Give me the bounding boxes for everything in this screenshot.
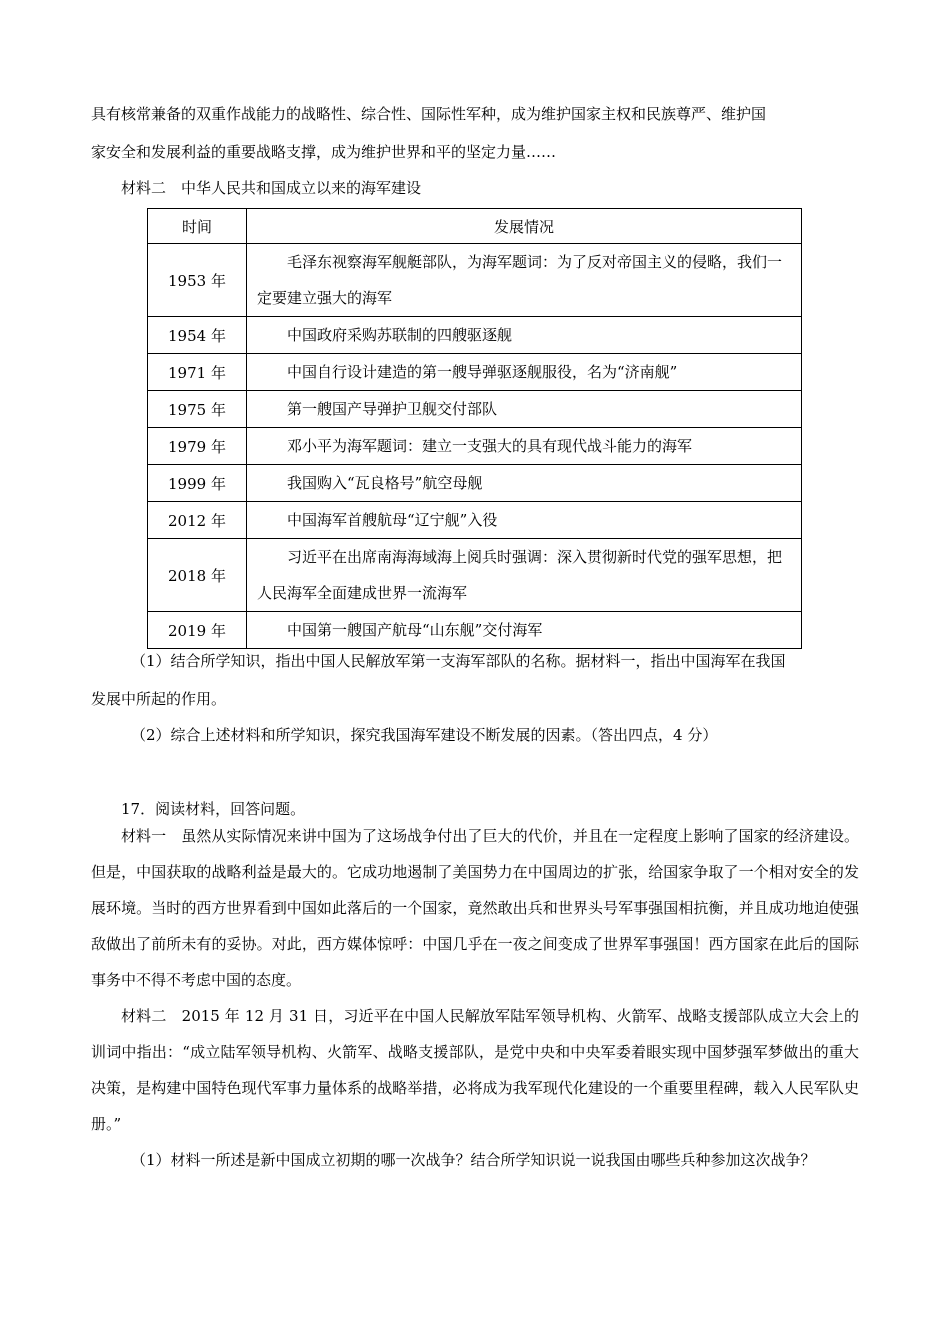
intro-line-2: 家安全和发展利益的重要战略支撑，成为维护世界和平的坚定力量……	[91, 143, 557, 161]
row-year: 1975 年	[148, 391, 247, 428]
row-year: 1954 年	[148, 317, 247, 354]
row-desc: 中国海军首艘航母“辽宁舰”入役	[287, 511, 498, 529]
table-row	[148, 317, 802, 354]
row-desc: 我国购入“瓦良格号”航空母舰	[287, 474, 483, 492]
table-row	[148, 612, 802, 649]
q17-question1: （1）材料一所述是新中国成立初期的哪一次战争？结合所学知识说一说我国由哪些兵种参加这次战争？	[131, 1151, 816, 1169]
table-row	[148, 502, 802, 539]
row-desc: 中国政府采购苏联制的四艘驱逐舰	[287, 326, 513, 344]
q16-part2: （2）综合上述材料和所学知识，探究我国海军建设不断发展的因素。（答出四点，4 分）	[131, 726, 718, 744]
navy-development-table	[147, 208, 802, 649]
material2-title: 材料二 中华人民共和国成立以来的海军建设	[121, 179, 422, 197]
table-row	[148, 465, 802, 502]
table-row	[148, 244, 802, 317]
row-year: 1999 年	[148, 465, 247, 502]
intro-line-1: 具有核常兼备的双重作战能力的战略性、综合性、国际性军种，成为维护国家主权和民族尊严、维护国	[91, 105, 767, 123]
row-desc: 毛泽东视察海军舰艇部队，为海军题词：为了反对帝国主义的侵略，我们一定要建立强大的海军	[257, 253, 783, 307]
row-year: 2018 年	[148, 539, 247, 612]
header-time: 时间	[148, 209, 247, 244]
row-year: 2012 年	[148, 502, 247, 539]
table-header-row	[148, 209, 802, 244]
table-row	[148, 539, 802, 612]
q16-part1-line1: （1）结合所学知识，指出中国人民解放军第一支海军部队的名称。据材料一，指出中国海军在我国	[131, 652, 786, 670]
row-year: 1971 年	[148, 354, 247, 391]
row-year: 2019 年	[148, 612, 247, 649]
q17-title: 17．阅读材料，回答问题。	[121, 800, 306, 818]
q16-part1-line2: 发展中所起的作用。	[91, 690, 227, 708]
row-desc: 习近平在出席南海海域海上阅兵时强调：深入贯彻新时代党的强军思想，把人民海军全面建成世界一流海军	[257, 548, 783, 602]
row-desc: 第一艘国产导弹护卫舰交付部队	[287, 400, 498, 418]
row-desc: 邓小平为海军题词：建立一支强大的具有现代战斗能力的海军	[287, 437, 693, 455]
row-year: 1953 年	[148, 244, 247, 317]
q17-material1: 材料一 虽然从实际情况来讲中国为了这场战争付出了巨大的代价，并且在一定程度上影响了国家的经济建设。但是，中国获取的战略利益是最大的。它成功地遏制了美国势力在中国周边的扩张，给国家争取了一个相对安全的发展环境。当时的西方世界看到中国如此落后的一个国家，竟然敢出兵和世界头号军事强国相抗衡，并且成功地迫使强敌做出了前所未有的妥协。对此，西方媒体惊呼：中国几乎在一夜之间变成了世界军事强国！西方国家在此后的国际事务中不得不考虑中国的态度。	[91, 827, 859, 989]
table-row	[148, 391, 802, 428]
header-development: 发展情况	[247, 209, 802, 244]
table-row	[148, 428, 802, 465]
row-desc: 中国第一艘国产航母“山东舰”交付海军	[287, 621, 543, 639]
row-year: 1979 年	[148, 428, 247, 465]
table-row	[148, 354, 802, 391]
q17-material2: 材料二 2015 年 12 月 31 日，习近平在中国人民解放军陆军领导机构、火箭军、战略支援部队成立大会上的训词中指出：“成立陆军领导机构、火箭军、战略支援部队，是党中央和中央军委着眼实现中国梦强军梦做出的重大决策，是构建中国特色现代军事力量体系的战略举措，必将成为我军现代化建设的一个重要里程碑，载入人民军队史册。”	[91, 1007, 859, 1133]
row-desc: 中国自行设计建造的第一艘导弹驱逐舰服役，名为“济南舰”	[287, 363, 678, 381]
